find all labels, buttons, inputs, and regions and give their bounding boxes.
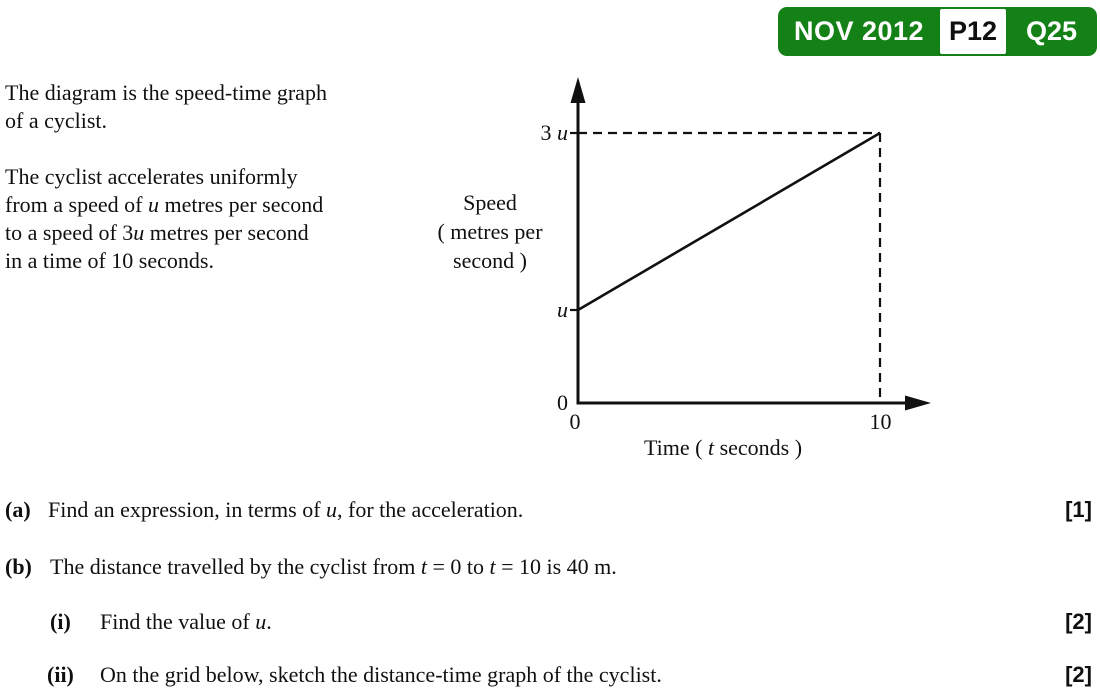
text-run: u xyxy=(255,609,267,634)
text-run: metres per second xyxy=(144,220,309,245)
text-line xyxy=(5,163,327,191)
question-text xyxy=(50,553,617,581)
text-run: t xyxy=(707,435,715,460)
text-line xyxy=(5,191,327,219)
y-tick-label-zero: 0 xyxy=(557,390,568,415)
question-row-a xyxy=(5,496,1092,524)
text-run: from a speed of xyxy=(5,192,148,217)
x-tick-label-ten: 10 xyxy=(869,409,892,434)
text-run: The cyclist accelerates uniformly xyxy=(5,164,298,189)
question-row-b xyxy=(5,553,1092,581)
question-marker: (ii) xyxy=(47,662,74,687)
intro-paragraph-1 xyxy=(5,79,327,135)
text-line xyxy=(5,247,327,275)
y-axis-arrow-icon xyxy=(571,77,586,103)
question-marker: (i) xyxy=(50,609,71,634)
text-run: t xyxy=(489,554,496,579)
text-line xyxy=(5,107,327,135)
text-run: u xyxy=(557,297,568,322)
marks-badge: [2] xyxy=(1065,609,1092,634)
text-run: in a time of 10 seconds. xyxy=(5,248,214,273)
y-tick-label-u xyxy=(500,296,568,324)
text-line: Speed xyxy=(463,190,517,215)
intro-paragraph-2 xyxy=(5,163,327,275)
text-run: to a speed of 3 xyxy=(5,220,134,245)
text-run: Find the value of xyxy=(100,609,256,634)
speed-time-graph xyxy=(540,75,940,415)
question-text xyxy=(48,496,523,524)
text-run: Time ( xyxy=(643,435,708,460)
text-line: second ) xyxy=(453,248,527,273)
text-run: u xyxy=(557,120,568,145)
text-line: ( metres per xyxy=(437,219,543,244)
marks-badge: [1] xyxy=(1065,497,1092,522)
y-axis-title xyxy=(410,188,570,275)
text-run: metres per second xyxy=(158,192,324,217)
text-run: Find an expression, in terms of xyxy=(48,497,327,522)
marks-badge: [2] xyxy=(1065,662,1092,687)
text-run: = 0 to xyxy=(426,554,490,579)
question-row-b-ii xyxy=(47,661,1092,689)
text-run: seconds ) xyxy=(714,435,803,460)
question-marker: (b) xyxy=(5,554,32,579)
text-run: u xyxy=(147,192,159,217)
x-axis-title xyxy=(613,435,833,461)
text-run: On the grid below, sketch the distance-time graph of the cyclist. xyxy=(100,662,662,687)
text-run: , for the acceleration. xyxy=(337,497,524,522)
text-line xyxy=(5,79,327,107)
badge-session-label: NOV 2012 xyxy=(793,16,925,46)
text-run: 3 xyxy=(540,120,557,145)
text-run: u xyxy=(133,220,145,245)
intro-text xyxy=(5,79,327,275)
x-tick-label-zero: 0 xyxy=(569,409,581,434)
x-axis-arrow-icon xyxy=(905,396,931,411)
y-tick-label-3u xyxy=(500,119,568,147)
question-badge xyxy=(778,7,1097,56)
speed-line xyxy=(578,133,880,310)
text-run: of a cyclist. xyxy=(5,108,108,133)
question-row-b-i xyxy=(50,608,1092,636)
text-line xyxy=(5,219,327,247)
text-run: = 10 is 40 m. xyxy=(495,554,617,579)
badge-paper-box xyxy=(940,9,1006,54)
text-run: The diagram is the speed-time graph xyxy=(5,80,327,105)
question-marker: (a) xyxy=(5,497,31,522)
question-text xyxy=(100,661,662,689)
badge-question-label: Q25 xyxy=(1025,16,1078,46)
text-run: u xyxy=(326,497,338,522)
text-run: . xyxy=(266,609,272,634)
question-text xyxy=(100,608,272,636)
text-run: The distance travelled by the cyclist from xyxy=(50,554,421,579)
badge-paper-label: P12 xyxy=(948,16,998,46)
text-run: t xyxy=(420,554,427,579)
